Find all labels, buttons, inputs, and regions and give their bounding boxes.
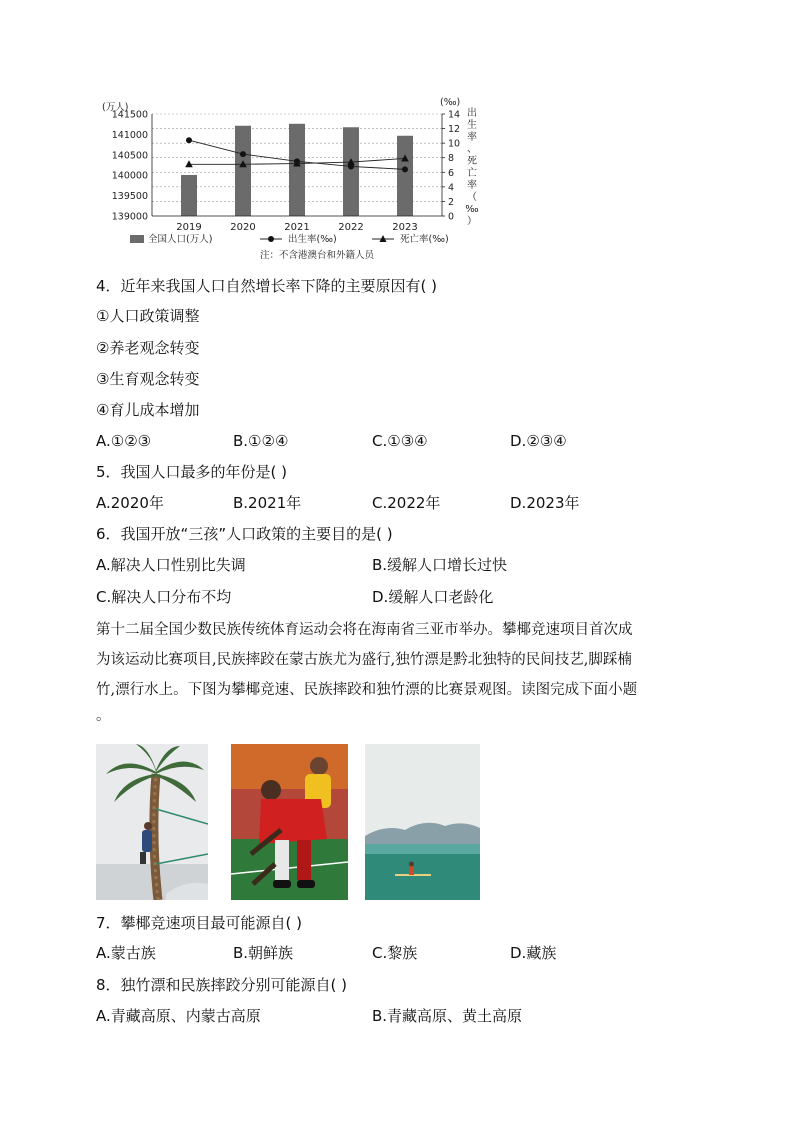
left-tick-label: 141000 (111, 129, 148, 141)
birth-rate-point (402, 166, 408, 172)
bamboo-rafting-photo (365, 744, 480, 900)
legend-bar-swatch (130, 235, 144, 243)
question-8-stem: 8．独竹漂和民族摔跤分别可能源自( ) (96, 976, 348, 994)
right-axis-title-char: ） (467, 216, 477, 227)
legend-birth-rate: 出生率(‰) (288, 234, 337, 245)
right-tick-label: 0 (448, 211, 455, 223)
passage-line-4: 。 (96, 708, 111, 724)
question-7-option-d[interactable]: D.藏族 (510, 944, 557, 962)
x-tick-label: 2023 (392, 222, 418, 233)
right-tick-label: 10 (448, 138, 461, 150)
bar-2023 (397, 136, 413, 216)
passage-line-2: 为该运动比赛项目,民族摔跤在蒙古族尤为盛行,独竹漂是黔北独特的民间技艺,脚踩楠 (96, 652, 632, 668)
x-tick-label: 2020 (230, 222, 256, 233)
question-4-item-2: ②养老观念转变 (96, 339, 200, 357)
right-axis-title-char: 亡 (467, 168, 477, 179)
question-4-option-d[interactable]: D.②③④ (510, 432, 567, 450)
right-axis-title-char: 率 (467, 180, 477, 191)
passage-line-3: 竹,漂行水上。下图为攀椰竞速、民族摔跤和独竹漂的比赛景观图。读图完成下面小题 (96, 682, 638, 698)
question-4-item-4: ④育儿成本增加 (96, 401, 200, 419)
bar-2021 (289, 124, 305, 216)
right-axis-title-char: 、 (467, 144, 477, 155)
question-5-stem: 5．我国人口最多的年份是( ) (96, 463, 288, 481)
birth-rate-point (240, 151, 246, 157)
left-tick-label: 139000 (111, 211, 148, 223)
right-tick-label: 12 (448, 124, 461, 136)
right-axis-title-char: 死 (467, 156, 477, 167)
right-axis-title-char: 率 (467, 132, 477, 143)
question-5-option-a[interactable]: A.2020年 (96, 494, 164, 512)
question-4-option-a[interactable]: A.①②③ (96, 432, 152, 450)
death-rate-point (185, 160, 193, 167)
population-chart (90, 92, 500, 262)
right-tick-label: 4 (448, 182, 455, 194)
x-tick-label: 2021 (284, 222, 310, 233)
legend-death-rate: 死亡率(‰) (400, 234, 449, 245)
question-4-option-c[interactable]: C.①③④ (372, 432, 428, 450)
legend-death-marker (380, 235, 387, 242)
bar-2019 (181, 175, 197, 216)
left-tick-label: 140500 (111, 150, 148, 162)
question-7-stem: 7．攀椰竞速项目最可能源自( ) (96, 914, 303, 932)
left-tick-label: 139500 (111, 191, 148, 203)
question-4-stem: 4．近年来我国人口自然增长率下降的主要原因有( ) (96, 277, 438, 295)
x-tick-label: 2022 (338, 222, 364, 233)
left-tick-label: 141500 (111, 109, 148, 121)
question-7-option-b[interactable]: B.朝鲜族 (233, 944, 294, 962)
question-6-option-d[interactable]: D.缓解人口老龄化 (372, 588, 494, 606)
question-5-option-d[interactable]: D.2023年 (510, 494, 580, 512)
question-6-option-c[interactable]: C.解决人口分布不均 (96, 588, 232, 606)
question-4-item-3: ③生育观念转变 (96, 370, 200, 388)
left-axis-unit: (万人) (102, 102, 129, 113)
legend-birth-marker (268, 236, 274, 242)
bar-2022 (343, 127, 359, 216)
question-5-option-c[interactable]: C.2022年 (372, 494, 441, 512)
question-6-option-a[interactable]: A.解决人口性别比失调 (96, 556, 246, 574)
right-axis-unit: (‰) (440, 97, 461, 108)
legend-population: 全国人口(万人) (148, 234, 213, 245)
question-8-option-b[interactable]: B.青藏高原、黄土高原 (372, 1007, 523, 1025)
question-7-option-a[interactable]: A.蒙古族 (96, 944, 156, 962)
right-axis-title-char: ‰ (465, 204, 479, 215)
right-tick-label: 8 (448, 153, 455, 165)
right-axis-title-char: （ (467, 192, 477, 203)
right-axis-title-char: 生 (467, 120, 477, 131)
question-4-item-1: ①人口政策调整 (96, 307, 200, 325)
right-tick-label: 14 (448, 109, 461, 121)
passage-line-1: 第十二届全国少数民族传统体育运动会将在海南省三亚市举办。攀椰竞速项目首次成 (96, 622, 633, 638)
question-5-option-b[interactable]: B.2021年 (233, 494, 302, 512)
question-8-option-a[interactable]: A.青藏高原、内蒙古高原 (96, 1007, 261, 1025)
right-axis-title-char: 出 (467, 108, 477, 119)
x-tick-label: 2019 (176, 222, 202, 233)
question-6-stem: 6．我国开放“三孩”人口政策的主要目的是( ) (96, 525, 393, 543)
right-tick-label: 6 (448, 167, 455, 179)
left-tick-label: 140000 (111, 170, 148, 182)
question-7-option-c[interactable]: C.黎族 (372, 944, 418, 962)
right-tick-label: 2 (448, 196, 455, 208)
population-chart-svg (90, 92, 500, 262)
bar-2020 (235, 126, 251, 216)
palm-climbing-photo (96, 744, 208, 900)
chart-note: 注：不含港澳台和外籍人员 (260, 250, 375, 261)
question-6-option-b[interactable]: B.缓解人口增长过快 (372, 556, 508, 574)
question-4-option-b[interactable]: B.①②④ (233, 432, 289, 450)
wrestling-photo (231, 744, 348, 900)
birth-rate-point (186, 137, 192, 143)
reading-passage (96, 615, 706, 727)
